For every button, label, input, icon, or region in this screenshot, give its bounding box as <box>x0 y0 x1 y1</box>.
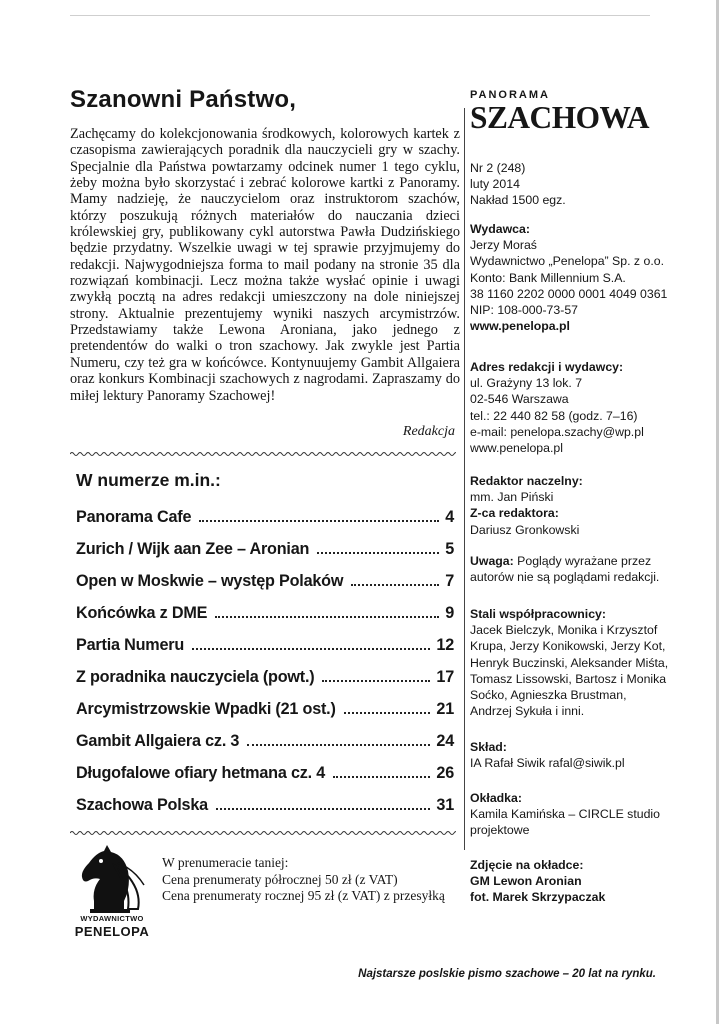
greeting-body: Zachęcamy do kolekcjonowania środkowych, kolorowych kartek z czasopisma zawierających poradnik dla nauczycieli gry w szachy. Specjalnie dla Państwa powtarzamy odcinek numer 1 tego cyklu, żeby można było skorzystać i zebrać kolorowe kartki z Panoramy. Mamy nadzieję, że nauczycielom oraz instruktorom szachów, którzy poszukują różnych materiałów do nauczania dzieci królewskiej gry, publikowany cykl autorstwa Pawła Dudzińskiego będzie przydatny. Wszelkie uwagi w tej sprawie przyjmujemy do redakcji. Najwygodniejsza forma to mail podany na stronie 35 dla rozwiązań kombinacji. Lecz można także wysłać opinie i uwagi zwykłą pocztą na adres redakcji umieszczony na dole niniejszej strony. Aktualnie prezentujemy wyniki naszych arcymistrzów. Przedstawiamy także Lewona Aroniana, jako jednego z pretendentów do walki o tron szachowy. Jak zwykle jest Partia Numeru, czy też gra w końcówce. Kontynuujemy Gambit Allgaiera oraz konkurs Kombinacji szachowych z nagrodami. Zapraszamy do miłej lektury Panoramy Szachowej! <box>70 126 460 404</box>
toc-item-gambit[interactable] <box>76 732 454 751</box>
collaborators-line: Soćko, Agnieszka Brustman, <box>470 688 627 703</box>
cover-photo-info <box>470 857 680 906</box>
toc-item-zurich-wijk[interactable] <box>76 540 454 559</box>
toc-item-page: 21 <box>436 700 454 718</box>
toc-item-panorama-cafe[interactable] <box>76 508 454 527</box>
address-info <box>470 359 680 456</box>
toc-item-label: Gambit Allgaiera cz. 3 <box>76 732 240 750</box>
subscription-line: W prenumeracie taniej: <box>162 855 289 870</box>
masthead-title: SZACHOWA <box>470 99 650 135</box>
editors-info <box>470 473 680 538</box>
toc-item-label: Szachowa Polska <box>76 796 208 814</box>
toc-item-label: Open w Moskwie – występ Polaków <box>76 572 344 590</box>
toc-item-label: Zurich / Wijk aan Zee – Aronian <box>76 540 310 558</box>
cover-line: projektowe <box>470 823 530 838</box>
issue-date: luty 2014 <box>470 177 520 192</box>
collaborators-line: Henryk Buczinski, Aleksander Miśta, <box>470 655 669 670</box>
subscription-section <box>74 843 464 941</box>
deputy-editor-name: Dariusz Gronkowski <box>470 522 580 537</box>
typesetting-line: IA Rafał Siwik rafal@siwik.pl <box>470 756 625 771</box>
toc-leader <box>351 584 439 586</box>
masthead <box>470 90 670 133</box>
toc-leader <box>322 680 430 682</box>
address-line: 02-546 Warszawa <box>470 392 569 407</box>
toc-item-poradnik[interactable] <box>76 668 454 687</box>
toc-item-wpadki[interactable] <box>76 700 454 719</box>
issue-info <box>470 160 680 209</box>
note-head: Uwaga: <box>470 554 514 568</box>
chief-editor-name: mm. Jan Piński <box>470 490 554 505</box>
publisher-line: Jerzy Moraś <box>470 238 537 253</box>
toc-item-page: 24 <box>436 732 454 750</box>
wavy-divider-bottom <box>70 829 456 837</box>
toc-item-page: 12 <box>436 636 454 654</box>
toc-leader <box>192 648 430 650</box>
top-rule <box>70 15 650 16</box>
footer-tagline: Najstarsze poslskie pismo szachowe – 20 lat na rynku. <box>358 968 656 980</box>
toc-item-label: Końcówka z DME <box>76 604 208 622</box>
publisher-line: Konto: Bank Millennium S.A. <box>470 270 626 285</box>
address-email-link[interactable]: e-mail: penelopa.szachy@wp.pl <box>470 424 644 439</box>
publisher-line: NIP: 108-000-73-57 <box>470 303 579 318</box>
toc-item-label: Długofalowe ofiary hetmana cz. 4 <box>76 764 326 782</box>
subscription-line: Cena prenumeraty rocznej 95 zł (z VAT) z przesyłką <box>162 888 445 903</box>
address-head: Adres redakcji i wydawcy: <box>470 360 624 374</box>
toc-leader <box>333 776 430 778</box>
address-line: ul. Grażyny 13 lok. 7 <box>470 376 583 391</box>
collaborators-info <box>470 606 680 719</box>
typesetting-info <box>470 739 680 771</box>
toc-item-page: 31 <box>436 796 454 814</box>
cover-line: Kamila Kamińska – CIRCLE studio <box>470 807 660 822</box>
subscription-line: Cena prenumeraty półrocznej 50 zł (z VAT) <box>162 871 398 887</box>
cover-info <box>470 790 680 839</box>
penelopa-logo <box>74 843 150 941</box>
toc-item-label: Arcymistrzowskie Wpadki (21 ost.) <box>76 700 336 718</box>
deputy-editor-head: Z-ca redaktora: <box>470 506 559 521</box>
toc-leader <box>317 552 439 554</box>
publisher-info <box>470 221 680 334</box>
toc-item-partia-numeru[interactable] <box>76 636 454 655</box>
publisher-website-link[interactable]: www.penelopa.pl <box>470 319 570 334</box>
toc-item-page: 26 <box>436 764 454 782</box>
wavy-divider-top <box>70 450 456 458</box>
collaborators-line: Tomasz Lissowski, Bartosz i Monika <box>470 671 667 686</box>
toc-leader <box>216 808 430 810</box>
photo-subject: GM Lewon Aronian <box>470 874 582 889</box>
photo-credit: fot. Marek Skrzypaczak <box>470 890 606 905</box>
toc-item-szachowa-polska[interactable] <box>76 796 454 815</box>
toc-item-page: 7 <box>445 572 454 590</box>
greeting-title: Szanowni Państwo, <box>70 86 297 113</box>
masthead-top: PANORAMA <box>470 89 550 101</box>
toc-item-label: Panorama Cafe <box>76 508 192 526</box>
chief-editor-head: Redaktor naczelny: <box>470 474 583 488</box>
collaborators-line: Krupa, Jerzy Konikowski, Jerzy Kot, <box>470 639 666 654</box>
toc-leader <box>199 520 439 522</box>
address-website-link[interactable]: www.penelopa.pl <box>470 441 563 456</box>
subscription-text <box>162 855 445 905</box>
disclaimer-note <box>470 553 680 585</box>
toc-item-label: Partia Numeru <box>76 636 185 654</box>
table-of-contents <box>76 470 454 814</box>
toc-item-page: 17 <box>436 668 454 686</box>
signature: Redakcja <box>402 424 455 439</box>
toc-item-page: 9 <box>445 604 454 622</box>
collaborators-line: Andrzej Sykuła i inni. <box>470 704 585 719</box>
chess-knight-logo-icon <box>74 843 150 915</box>
column-divider <box>464 108 465 850</box>
toc-item-ofiary-hetmana[interactable] <box>76 764 454 783</box>
note-line1: Poglądy wyrażane przez <box>513 554 652 568</box>
collaborators-head: Stali współpracownicy: <box>470 607 606 621</box>
toc-item-label: Z poradnika nauczyciela (powt.) <box>76 668 315 686</box>
toc-item-open-moskwa[interactable] <box>76 572 454 591</box>
publisher-head: Wydawca: <box>470 222 530 236</box>
note-line2: autorów nie są poglądami redakcji. <box>470 570 660 585</box>
typesetting-head: Skład: <box>470 740 507 754</box>
greeting-section <box>70 86 460 404</box>
address-phone: tel.: 22 440 82 58 (godz. 7–16) <box>470 408 638 423</box>
toc-leader <box>215 616 439 618</box>
issue-number: Nr 2 (248) <box>470 161 526 175</box>
publisher-line: 38 1160 2202 0000 0001 4049 0361 <box>470 286 668 301</box>
toc-leader <box>344 712 431 714</box>
toc-leader <box>247 744 430 746</box>
toc-item-koncowka-dme[interactable] <box>76 604 454 623</box>
logo-text-wydawnictwo: WYDAWNICTWO <box>80 914 144 923</box>
logo-text-penelopa: PENELOPA <box>74 924 150 939</box>
cover-head: Okładka: <box>470 791 522 805</box>
publisher-line: Wydawnictwo „Penelopa” Sp. z o.o. <box>470 254 665 269</box>
toc-item-page: 4 <box>445 508 454 526</box>
toc-item-page: 5 <box>445 540 454 558</box>
issue-circulation: Nakład 1500 egz. <box>470 193 566 208</box>
collaborators-line: Jacek Bielczyk, Monika i Krzysztof <box>470 623 658 638</box>
photo-head: Zdjęcie na okładce: <box>470 858 584 872</box>
toc-title: W numerze m.in.: <box>76 470 221 490</box>
